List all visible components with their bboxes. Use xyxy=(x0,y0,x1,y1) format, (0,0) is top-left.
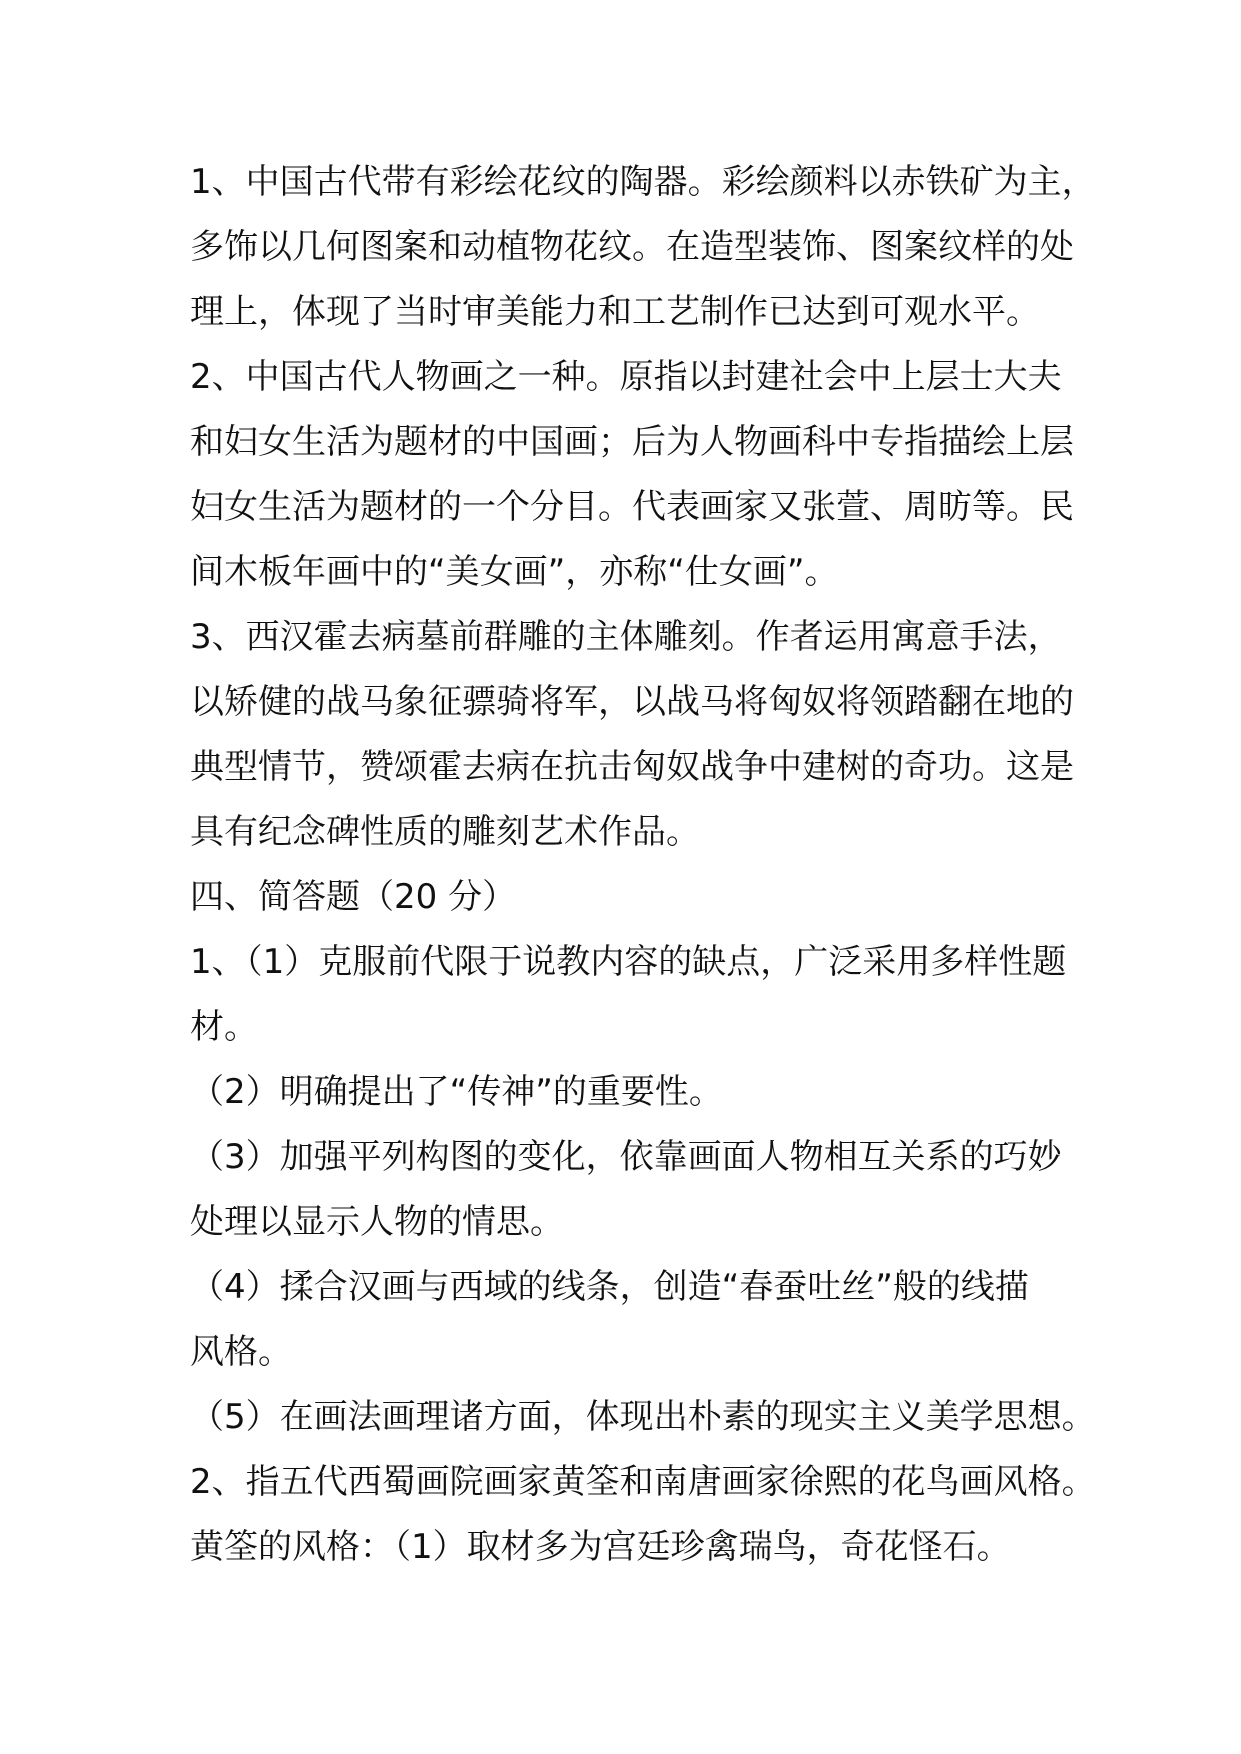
text-line-15: （2）明确提出了“传神”的重要性。 xyxy=(190,1072,723,1112)
text-line-5: 和妇女生活为题材的中国画；后为人物画科中专指描绘上层 xyxy=(190,422,1074,462)
text-line-21: 2、指五代西蜀画院画家黄筌和南唐画家徐熙的花鸟画风格。 xyxy=(190,1462,1096,1502)
text-line-17: 处理以显示人物的情思。 xyxy=(190,1202,564,1242)
document-body xyxy=(190,150,1096,1580)
text-line-16: （3）加强平列构图的变化，依靠画面人物相互关系的巧妙 xyxy=(190,1137,1062,1177)
text-line-10: 典型情节，赞颂霍去病在抗击匈奴战争中建树的奇功。这是 xyxy=(190,747,1074,787)
text-line-13: 1、（1）克服前代限于说教内容的缺点，广泛采用多样性题 xyxy=(190,942,1067,982)
text-line-2: 多饰以几何图案和动植物花纹。在造型装饰、图案纹样的处 xyxy=(190,227,1074,267)
section-heading: 四、简答题（20 分） xyxy=(190,877,517,917)
text-line-20: （5）在画法画理诸方面，体现出朴素的现实主义美学思想。 xyxy=(190,1397,1096,1437)
text-line-8: 3、西汉霍去病墓前群雕的主体雕刻。作者运用寓意手法， xyxy=(190,617,1062,657)
text-line-18: （4）揉合汉画与西域的线条，创造“春蚕吐丝”般的线描 xyxy=(190,1267,1029,1307)
text-line-14: 材。 xyxy=(190,1007,258,1047)
text-line-4: 2、中国古代人物画之一种。原指以封建社会中上层士大夫 xyxy=(190,357,1062,397)
text-line-7: 间木板年画中的“美女画”，亦称“仕女画”。 xyxy=(190,552,839,592)
text-line-9: 以矫健的战马象征骠骑将军，以战马将匈奴将领踏翻在地的 xyxy=(190,682,1074,722)
text-line-19: 风格。 xyxy=(190,1332,292,1372)
text-line-3: 理上，体现了当时审美能力和工艺制作已达到可观水平。 xyxy=(190,292,1040,332)
text-line-11: 具有纪念碑性质的雕刻艺术作品。 xyxy=(190,812,700,852)
text-line-6: 妇女生活为题材的一个分目。代表画家又张萱、周昉等。民 xyxy=(190,487,1074,527)
text-line-22: 黄筌的风格：（1）取材多为宫廷珍禽瑞鸟，奇花怪石。 xyxy=(190,1527,1011,1567)
text-line-1: 1、中国古代带有彩绘花纹的陶器。彩绘颜料以赤铁矿为主， xyxy=(190,162,1096,202)
